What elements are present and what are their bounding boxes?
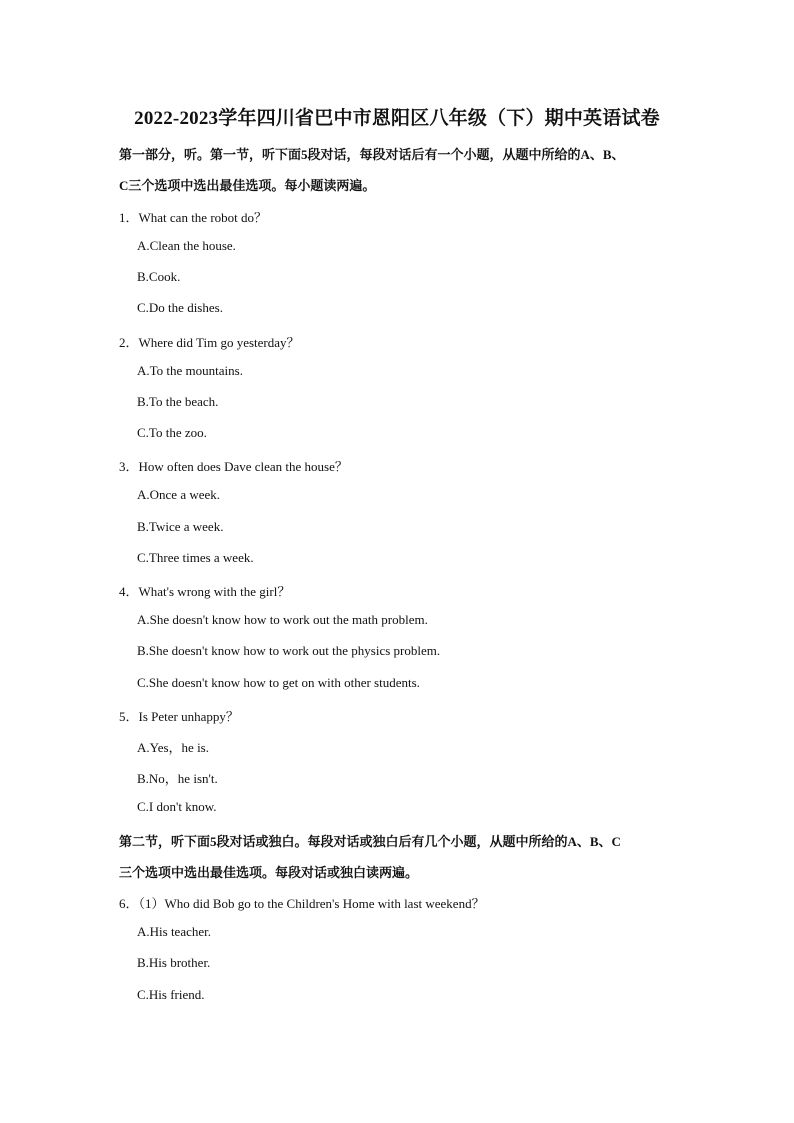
question-3-stem: 3．How often does Dave clean the house？: [119, 459, 348, 474]
question-6-option-a: A.His teacher.: [137, 924, 212, 939]
question-6-stem: 6．（1）Who did Bob go to the Children's Home with last weekend？: [119, 896, 485, 911]
question-5-option-c: C.I don't know.: [137, 799, 217, 814]
question-5-stem: 5．Is Peter unhappy？: [119, 709, 239, 724]
question-2-stem: 2．Where did Tim go yesterday？: [119, 335, 300, 350]
question-6-option-b: B.His brother.: [137, 955, 211, 970]
question-1-option-b: B.Cook.: [137, 269, 181, 284]
part1-intro-line2: C三个选项中选出最佳选项。每小题读两遍。: [119, 178, 376, 193]
question-4-stem: 4．What's wrong with the girl？: [119, 584, 291, 599]
question-5-option-a: A.Yes，he is.: [137, 740, 209, 755]
question-5-option-b: B.No，he isn't.: [137, 771, 218, 786]
question-2-option-c: C.To the zoo.: [137, 425, 207, 440]
question-1-option-a: A.Clean the house.: [137, 238, 236, 253]
question-2-option-b: B.To the beach.: [137, 394, 219, 409]
page-title: 2022-2023学年四川省巴中市恩阳区八年级（下）期中英语试卷: [134, 108, 660, 129]
question-1-stem: 1．What can the robot do？: [119, 210, 268, 225]
question-3-option-b: B.Twice a week.: [137, 519, 224, 534]
question-3-option-a: A.Once a week.: [137, 487, 221, 502]
question-4-option-a: A.She doesn't know how to work out the math problem.: [137, 612, 428, 627]
question-3-option-c: C.Three times a week.: [137, 550, 254, 565]
question-4-option-c: C.She doesn't know how to get on with other students.: [137, 675, 420, 690]
part2-intro-line2: 三个选项中选出最佳选项。每段对话或独白读两遍。: [119, 865, 419, 880]
question-6-option-c: C.His friend.: [137, 987, 205, 1002]
question-4-option-b: B.She doesn't know how to work out the physics problem.: [137, 643, 441, 658]
part1-intro-line1: 第一部分，听。第一节，听下面5段对话，每段对话后有一个小题，从题中所给的A、B、: [119, 147, 625, 162]
question-2-option-a: A.To the mountains.: [137, 363, 243, 378]
question-1-option-c: C.Do the dishes.: [137, 300, 223, 315]
part2-intro-line1: 第二节，听下面5段对话或独白。每段对话或独白后有几个小题，从题中所给的A、B、C: [119, 834, 621, 849]
